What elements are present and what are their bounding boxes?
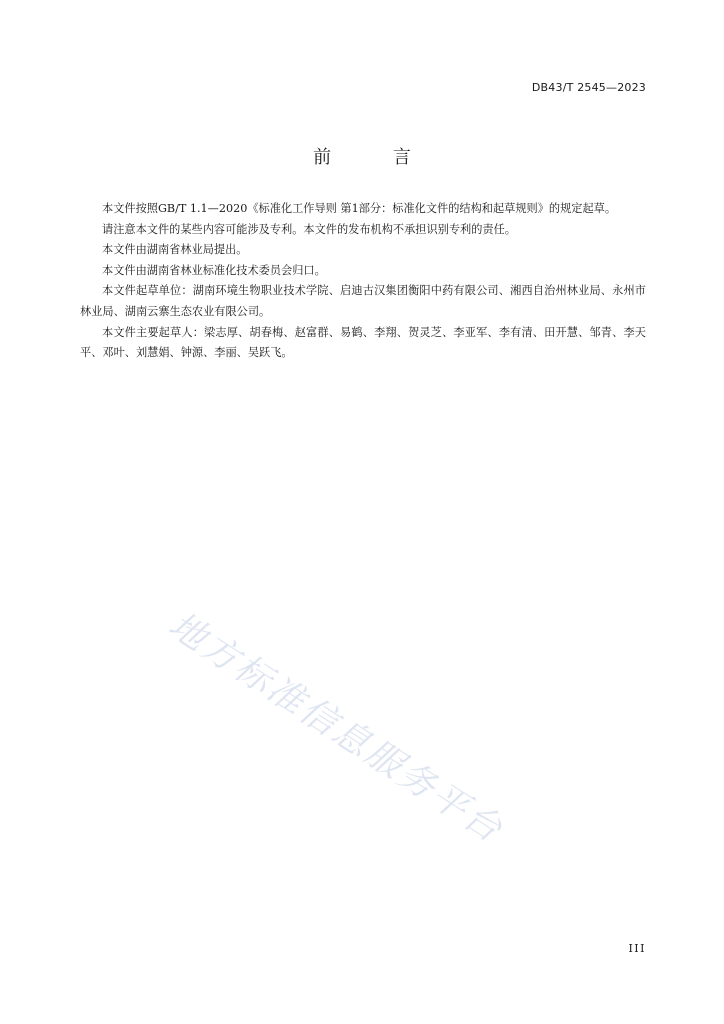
paragraph-drafters: 本文件主要起草人：梁志厚、胡春梅、赵富群、易鹤、李翔、贺灵芝、李亚军、李有清、田开慧、邹青、李天平、邓叶、刘慧娟、钟源、李丽、吴跃飞。 — [80, 325, 646, 360]
paragraph-drafting-rules: 本文件按照GB/T 1.1—2020《标准化工作导则 第1部分：标准化文件的结构和起草规则》的规定起草。 — [102, 202, 617, 215]
page-number: III — [628, 942, 646, 955]
document-code: DB43/T 2545—2023 — [531, 81, 646, 94]
paragraph-centralized-by: 本文件由湖南省林业标准化技术委员会归口。 — [102, 263, 326, 277]
watermark: 地方标准信息服务平台 — [161, 604, 511, 852]
paragraph-patent-notice: 请注意本文件的某些内容可能涉及专利。本文件的发布机构不承担识别专利的责任。 — [102, 222, 516, 236]
page-title: 前 言 — [313, 147, 439, 168]
paragraph-proposed-by: 本文件由湖南省林业局提出。 — [102, 243, 248, 257]
paragraph-drafting-units: 本文件起草单位：湖南环境生物职业技术学院、启迪古汉集团衡阳中药有限公司、湘西自治州林业局、永州市林业局、湖南云寨生态农业有限公司。 — [80, 284, 646, 318]
document-body — [80, 199, 646, 364]
